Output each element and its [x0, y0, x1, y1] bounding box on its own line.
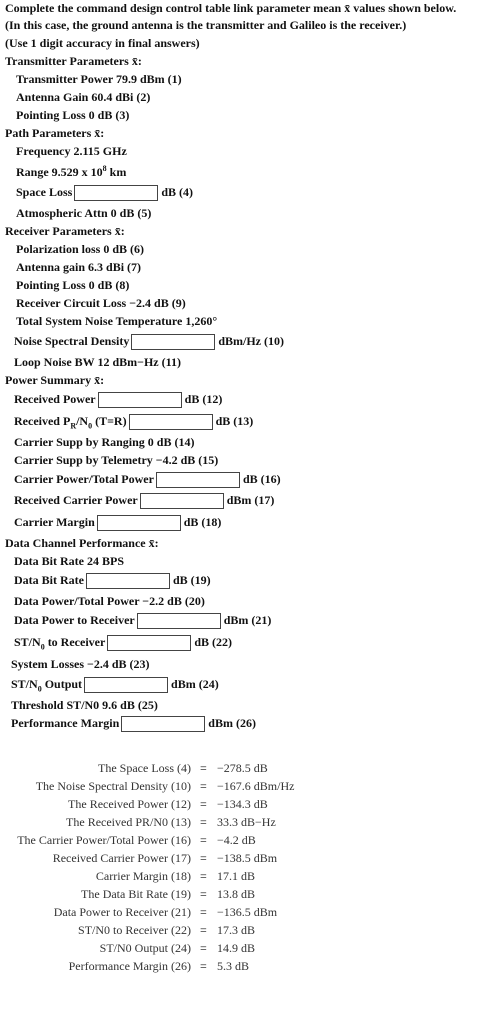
answer-row [0, 958, 492, 974]
carrier-total-power-row [14, 471, 281, 488]
received-carrier-power-input[interactable] [140, 493, 224, 509]
received-pr-n0-unit: dB (13) [215, 414, 254, 428]
answer-label: The Received PR/N0 (13) [66, 815, 191, 829]
answer-row [0, 922, 492, 938]
received-carrier-power-label: Received Carrier Power [14, 493, 138, 507]
transmitter-pointing-loss: Pointing Loss 0 dB (3) [16, 108, 130, 122]
st-n0-receiver-row [14, 634, 232, 651]
instruction-line-2: (In this case, the ground antenna is the transmitter and Galileo is the receiver.) [5, 18, 407, 32]
path-range [16, 164, 126, 180]
power-summary-header: Power Summary x̄: [5, 373, 105, 387]
answer-value: −134.3 dB [217, 797, 268, 811]
answer-value: 17.1 dB [217, 869, 256, 883]
data-power-receiver-unit: dBm (21) [223, 613, 272, 627]
st-n0-output-row [11, 676, 219, 693]
answer-row [0, 814, 492, 830]
path-range-prefix: Range 9.529 x 10 [16, 165, 103, 179]
answer-label: Received Carrier Power (17) [52, 851, 191, 865]
answer-equals: = [200, 797, 207, 811]
answer-equals: = [200, 761, 207, 775]
answer-equals: = [200, 815, 207, 829]
answer-value: −167.6 dBm/Hz [217, 779, 295, 793]
answer-value: −4.2 dB [217, 833, 256, 847]
answer-value: 13.8 dB [217, 887, 256, 901]
noise-spectral-density-row [14, 333, 284, 350]
data-bit-rate-label: Data Bit Rate [14, 573, 84, 587]
threshold-st-n0: Threshold ST/N0 9.6 dB (25) [11, 698, 158, 712]
st-n0-output-label: $ST/N_0$ Output [11, 677, 83, 694]
received-power-input[interactable] [98, 392, 182, 408]
receiver-polarization-loss: Polarization loss 0 dB (6) [16, 242, 144, 256]
st-n0-output-input[interactable] [84, 677, 168, 693]
path-range-unit: km [106, 165, 127, 179]
answer-row [0, 940, 492, 956]
performance-margin-row [11, 715, 256, 732]
data-bit-rate-input[interactable] [86, 573, 170, 589]
space-loss-row [16, 184, 193, 201]
carrier-margin-label: Carrier Margin [14, 515, 95, 529]
received-power-label: Received Power [14, 392, 96, 406]
answer-label: Carrier Margin (18) [95, 869, 191, 883]
receiver-pointing-loss: Pointing Loss 0 dB (8) [16, 278, 130, 292]
received-carrier-power-unit: dBm (17) [226, 493, 275, 507]
answer-label: The Received Power (12) [68, 797, 191, 811]
carrier-margin-input[interactable] [97, 515, 181, 531]
path-atmospheric-attn: Atmospheric Attn 0 dB (5) [16, 206, 152, 220]
answer-value: 33.3 dB−Hz [217, 815, 276, 829]
answer-value: −278.5 dB [217, 761, 268, 775]
data-power-receiver-label: Data Power to Receiver [14, 613, 135, 627]
answer-value: 5.3 dB [217, 959, 250, 973]
carrier-total-power-input[interactable] [156, 472, 240, 488]
performance-margin-unit: dBm (26) [208, 716, 256, 730]
answer-equals: = [200, 833, 207, 847]
data-power-receiver-row [14, 612, 271, 629]
answer-value: −136.5 dBm [217, 905, 278, 919]
carrier-margin-row [14, 514, 221, 531]
answer-label: Performance Margin (26) [68, 959, 191, 973]
answer-label: The Data Bit Rate (19) [81, 887, 191, 901]
space-loss-input[interactable] [74, 185, 158, 201]
answer-value: 14.9 dB [217, 941, 256, 955]
answer-label: ST/N0 to Receiver (22) [78, 923, 191, 937]
performance-margin-label: Performance Margin [11, 716, 120, 730]
answer-value: 17.3 dB [217, 923, 256, 937]
data-bit-rate-unit: dB (19) [172, 573, 211, 587]
st-n0-receiver-unit: dB (22) [194, 635, 232, 649]
answer-label: The Carrier Power/Total Power (16) [17, 833, 191, 847]
answer-value: −138.5 dBm [217, 851, 278, 865]
received-carrier-power-row [14, 492, 274, 509]
answer-equals: = [200, 941, 207, 955]
receiver-circuit-loss: Receiver Circuit Loss −2.4 dB (9) [16, 296, 186, 310]
space-loss-label: Space Loss [16, 185, 73, 199]
noise-spectral-density-unit: dBm/Hz (10) [218, 334, 284, 348]
answer-row [0, 832, 492, 848]
space-loss-unit: dB (4) [161, 185, 194, 199]
instruction-line-3: (Use 1 digit accuracy in final answers) [5, 36, 200, 50]
st-n0-output-unit: dBm (24) [171, 677, 219, 691]
transmitter-power: Transmitter Power 79.9 dBm (1) [16, 72, 182, 86]
carrier-supp-telemetry: Carrier Supp by Telemetry −4.2 dB (15) [14, 453, 219, 467]
answer-equals: = [200, 887, 207, 901]
performance-margin-input[interactable] [121, 716, 205, 732]
receiver-noise-temperature: Total System Noise Temperature 1,260° [16, 314, 218, 328]
answer-row [0, 796, 492, 812]
noise-spectral-density-label: Noise Spectral Density [14, 334, 130, 348]
data-bit-rate-given: Data Bit Rate 24 BPS [14, 554, 124, 568]
answer-row [0, 904, 492, 920]
loop-noise-bw: Loop Noise BW 12 dBm−Hz (11) [14, 355, 181, 369]
transmitter-header: Transmitter Parameters x̄: [5, 54, 142, 68]
answer-equals: = [200, 905, 207, 919]
answer-equals: = [200, 779, 207, 793]
answer-row [0, 760, 492, 776]
received-power-unit: dB (12) [184, 392, 223, 406]
answer-equals: = [200, 959, 207, 973]
carrier-supp-ranging: Carrier Supp by Ranging 0 dB (14) [14, 435, 195, 449]
receiver-header: Receiver Parameters x̄: [5, 224, 125, 238]
answer-label: ST/N0 Output (24) [99, 941, 191, 955]
st-n0-receiver-label: $ST/N_0$ to Receiver [14, 635, 106, 652]
st-n0-receiver-input[interactable] [107, 635, 191, 651]
data-power-total-power: Data Power/Total Power −2.2 dB (20) [14, 594, 205, 608]
receiver-antenna-gain: Antenna gain 6.3 dBi (7) [16, 260, 142, 274]
carrier-total-power-unit: dB (16) [242, 472, 281, 486]
path-range-exponent: 8 [102, 164, 107, 173]
noise-spectral-density-input[interactable] [131, 334, 215, 350]
answer-row [0, 778, 492, 794]
answer-row [0, 868, 492, 884]
carrier-total-power-label: Carrier Power/Total Power [14, 472, 154, 486]
instruction-line-1: Complete the command design control table link parameter mean x̄ values shown below. [5, 1, 457, 15]
received-power-row [14, 391, 222, 408]
received-pr-n0-input[interactable] [129, 414, 213, 430]
received-pr-n0-label: Received $P_R/N_0$ (T=R) [14, 414, 127, 431]
system-losses: System Losses −2.4 dB (23) [11, 657, 150, 671]
transmitter-antenna-gain: Antenna Gain 60.4 dBi (2) [16, 90, 151, 104]
answer-label: The Space Loss (4) [98, 761, 191, 775]
received-pr-n0-row [14, 413, 253, 430]
answer-row [0, 850, 492, 866]
data-power-receiver-input[interactable] [137, 613, 221, 629]
answer-label: The Noise Spectral Density (10) [35, 779, 191, 793]
path-frequency: Frequency 2.115 GHz [16, 144, 127, 158]
answer-equals: = [200, 923, 207, 937]
answer-row [0, 886, 492, 902]
answer-label: Data Power to Receiver (21) [53, 905, 191, 919]
answer-equals: = [200, 869, 207, 883]
carrier-margin-unit: dB (18) [183, 515, 222, 529]
data-bit-rate-row [14, 572, 211, 589]
data-channel-header: Data Channel Performance x̄: [5, 536, 159, 550]
path-header: Path Parameters x̄: [5, 126, 105, 140]
answer-equals: = [200, 851, 207, 865]
